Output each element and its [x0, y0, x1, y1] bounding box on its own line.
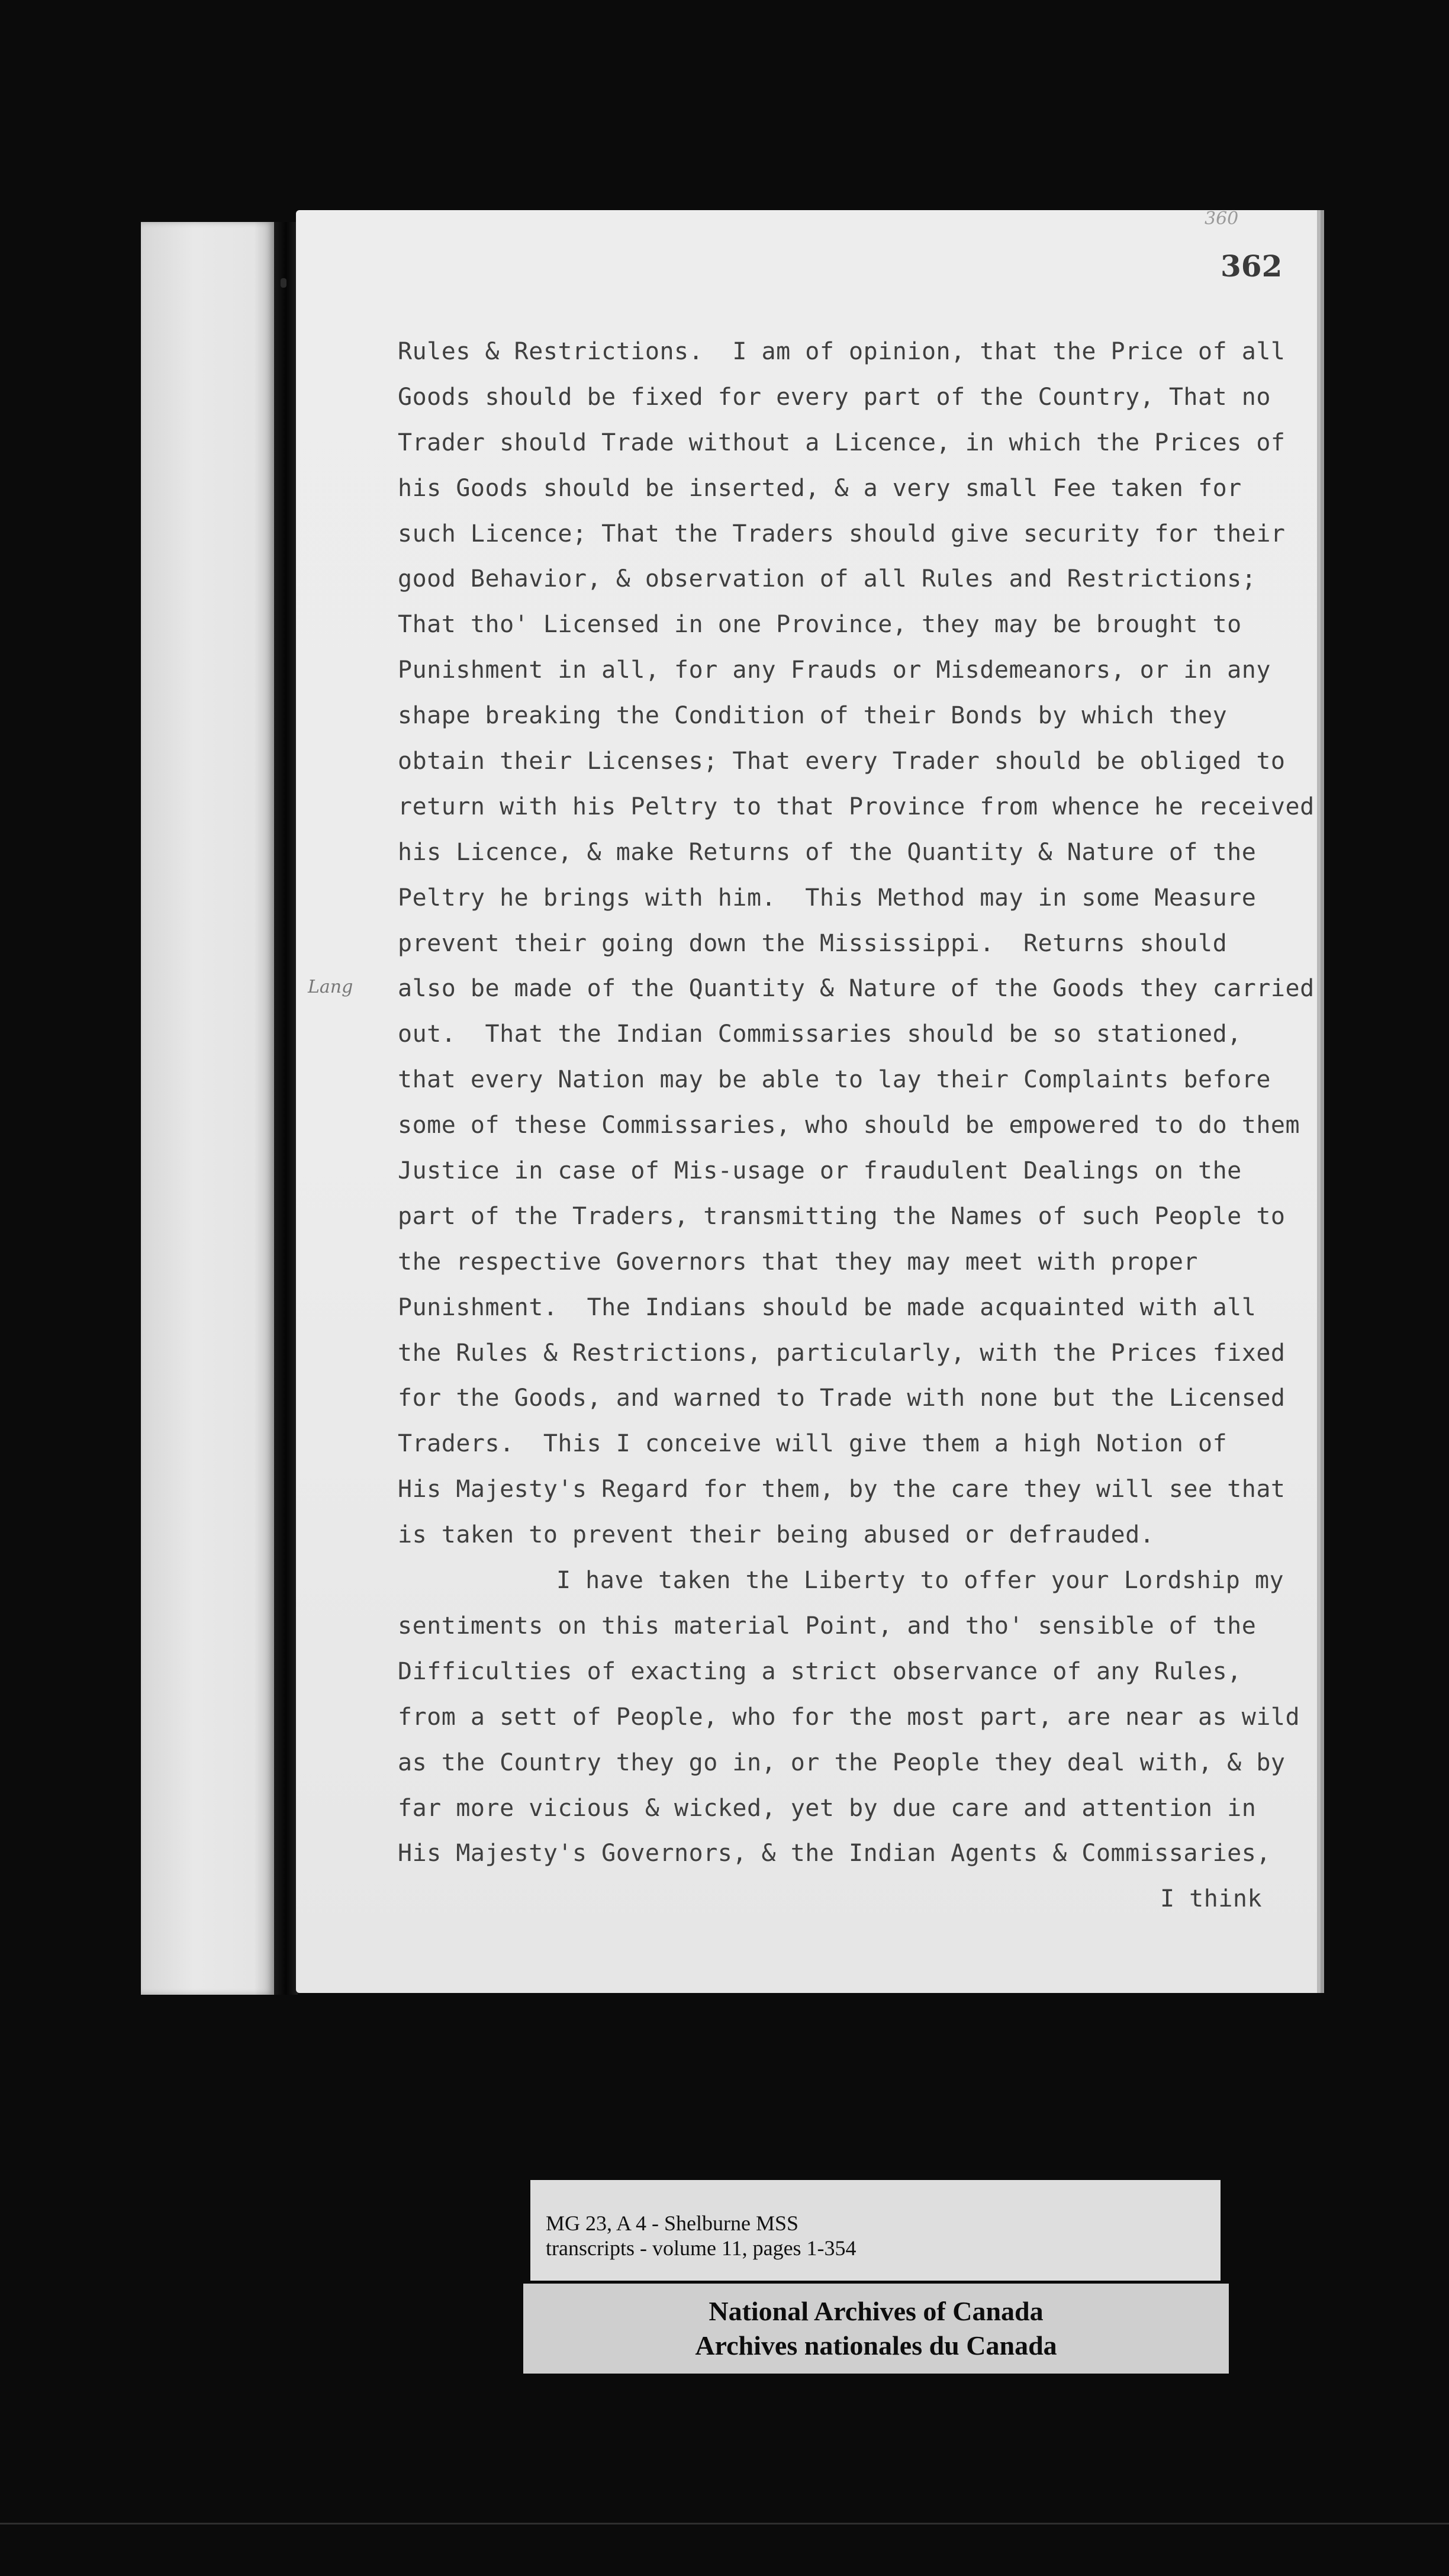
text-line: also be made of the Quantity & Nature of the Goods they carried [398, 975, 1315, 1003]
margin-note: Lang [308, 977, 353, 997]
text-line: His Majesty's Regard for them, by the care they will see that [398, 1476, 1286, 1503]
text-line: part of the Traders, transmitting the Names of such People to [398, 1202, 1286, 1230]
text-line: Trader should Trade without a Licence, in which the Prices of [398, 429, 1286, 456]
text-line: obtain their Licenses; That every Trader should be obliged to [398, 748, 1286, 775]
text-line: for the Goods, and warned to Trade with none but the Licensed [398, 1384, 1286, 1412]
text-line: Rules & Restrictions. I am of opinion, that the Price of all [398, 338, 1286, 365]
text-line: the respective Governors that they may meet with proper [398, 1248, 1199, 1276]
text-line: His Majesty's Governors, & the Indian Agents & Commissaries, [398, 1840, 1271, 1867]
text-line: good Behavior, & observation of all Rules and Restrictions; [398, 565, 1257, 593]
text-line: is taken to prevent their being abused or defrauded. [398, 1521, 1155, 1549]
text-line: Traders. This I conceive will give them a high Notion of [398, 1430, 1228, 1458]
text-line: That tho' Licensed in one Province, they may be brought to [398, 611, 1242, 639]
text-line: some of these Commissaries, who should be empowered to do them [398, 1112, 1300, 1139]
spine-mark [281, 278, 286, 288]
collection-label-line-2: transcripts - volume 11, pages 1-354 [546, 2236, 856, 2260]
catchword: I think [1160, 1885, 1263, 1913]
text-line: Punishment in all, for any Frauds or Misdemeanors, or in any [398, 656, 1271, 684]
text-line: sentiments on this material Point, and tho' sensible of the [398, 1612, 1257, 1640]
text-line: Goods should be fixed for every part of the Country, That no [398, 383, 1271, 411]
text-line: prevent their going down the Mississippi. Returns should [398, 929, 1228, 957]
text-line: out. That the Indian Commissaries should be so stationed, [398, 1020, 1242, 1048]
text-line: Punishment. The Indians should be made acquainted with all [398, 1293, 1257, 1321]
pencil-page-number: 360 [1205, 208, 1239, 229]
archive-label [523, 2284, 1229, 2374]
collection-label [530, 2180, 1221, 2281]
text-line: from a sett of People, who for the most part, are near as wild [398, 1703, 1300, 1731]
text-line: his Licence, & make Returns of the Quantity & Nature of the [398, 838, 1257, 866]
bottom-rule [0, 2523, 1449, 2525]
collection-label-line-1: MG 23, A 4 - Shelburne MSS [546, 2211, 799, 2235]
text-line: shape breaking the Condition of their Bonds by which they [398, 702, 1228, 730]
body-text [398, 329, 1315, 1922]
text-line: his Goods should be inserted, & a very small Fee taken for [398, 474, 1242, 502]
archive-label-english: National Archives of Canada [709, 2296, 1044, 2326]
book-spine [274, 222, 298, 1995]
text-line: Justice in case of Mis-usage or fraudulent Dealings on the [398, 1157, 1242, 1185]
archive-label-french: Archives nationales du Canada [695, 2330, 1057, 2361]
text-line: that every Nation may be able to lay their Complaints before [398, 1066, 1271, 1094]
text-line: Difficulties of exacting a strict observance of any Rules, [398, 1657, 1242, 1685]
text-line: far more vicious & wicked, yet by due care and attention in [398, 1794, 1257, 1822]
text-line: such Licence; That the Traders should give security for their [398, 520, 1286, 548]
page-number: 362 [1221, 249, 1283, 284]
text-line: return with his Peltry to that Province from whence he received [398, 793, 1315, 820]
text-line: Peltry he brings with him. This Method may in some Measure [398, 884, 1257, 912]
left-page-leaf [141, 222, 274, 1995]
text-line: as the Country they go in, or the People they deal with, & by [398, 1749, 1286, 1776]
text-line: I have taken the Liberty to offer your Lordship my [556, 1567, 1284, 1595]
text-line: the Rules & Restrictions, particularly, with the Prices fixed [398, 1339, 1286, 1367]
